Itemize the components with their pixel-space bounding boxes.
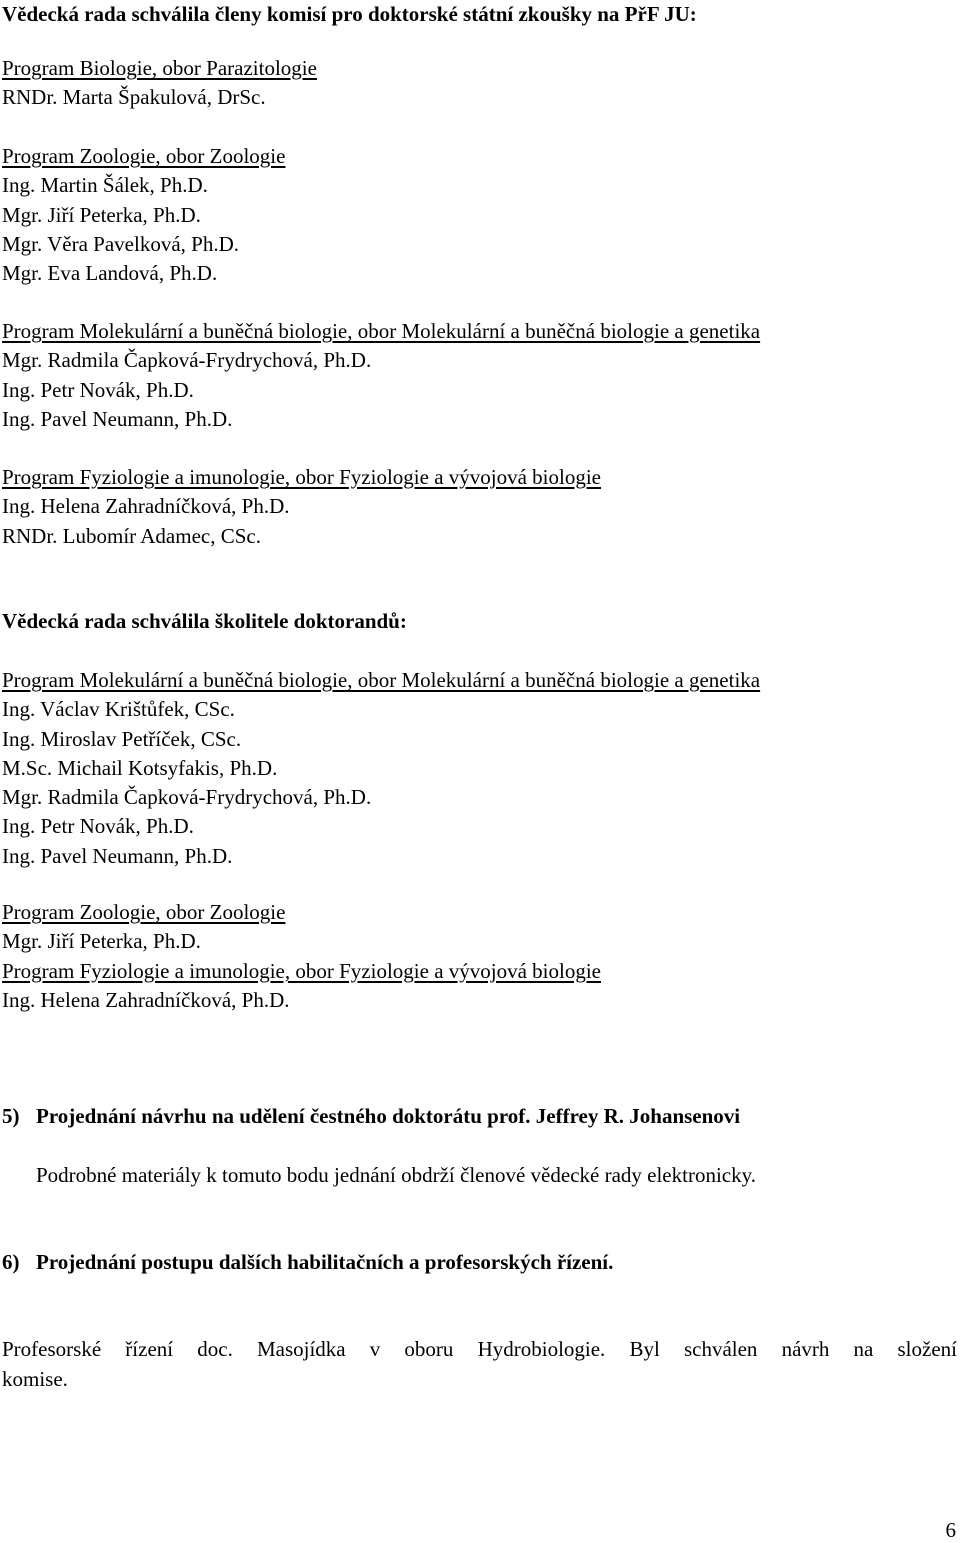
agenda-item-number: 5) (2, 1104, 20, 1128)
agenda-item-6-paragraph (2, 1335, 957, 1394)
member-name: Ing. Petr Novák, Ph.D. (2, 814, 194, 839)
agenda-item-number: 6) (2, 1250, 20, 1274)
member-name: Ing. Miroslav Petříček, CSc. (2, 726, 242, 751)
member-name: Ing. Pavel Neumann, Ph.D. (2, 843, 233, 868)
member-name: RNDr. Marta Špakulová, DrSc. (2, 85, 266, 110)
member-name: Ing. Pavel Neumann, Ph.D. (2, 406, 233, 431)
program-title: Program Biologie, obor Parazitologie (2, 56, 317, 80)
member-name: Mgr. Věra Pavelková, Ph.D. (2, 231, 239, 256)
member-name: Mgr. Radmila Čapková-Frydrychová, Ph.D. (2, 348, 372, 373)
committee-program-molekularni (2, 317, 760, 434)
agenda-item-title: Projednání postupu dalších habilitačních a profesorských řízení. (36, 1250, 614, 1274)
member-name: Ing. Helena Zahradníčková, Ph.D. (2, 494, 290, 519)
committees-heading: Vědecká rada schválila členy komisí pro doktorské státní zkoušky na PřF JU: (2, 2, 697, 26)
committee-program-fyziologie (2, 463, 601, 551)
member-name: Mgr. Jiří Peterka, Ph.D. (2, 929, 201, 954)
committee-program-zoologie (2, 142, 285, 288)
member-name: Mgr. Eva Landová, Ph.D. (2, 261, 218, 286)
paragraph-line: Profesorské řízení doc. Masojídka v oboru Hydrobiologie. Byl schválen návrh na složení (2, 1337, 957, 1361)
page-number: 6 (945, 1518, 956, 1542)
program-title: Program Molekulární a buněčná biologie, obor Molekulární a buněčná biologie a genetika (2, 319, 761, 343)
agenda-item-5-note: Podrobné materiály k tomuto bodu jednání obdrží členové vědecké rady elektronicky. (36, 1163, 756, 1187)
program-title: Program Zoologie, obor Zoologie (2, 144, 286, 168)
member-name: Ing. Helena Zahradníčková, Ph.D. (2, 987, 290, 1012)
program-title: Program Molekulární a buněčná biologie, obor Molekulární a buněčná biologie a genetika (2, 668, 761, 692)
member-name: Mgr. Jiří Peterka, Ph.D. (2, 202, 201, 227)
supervisor-program-molekularni (2, 666, 760, 871)
agenda-item-title: Projednání návrhu na udělení čestného doktorátu prof. Jeffrey R. Johansenovi (36, 1104, 741, 1128)
supervisor-program-zoologie-fyziologie (2, 898, 601, 1015)
supervisors-heading: Vědecká rada schválila školitele doktorandů: (2, 609, 407, 633)
agenda-item-5 (2, 1102, 740, 1131)
member-name: M.Sc. Michail Kotsyfakis, Ph.D. (2, 755, 278, 780)
member-name: Ing. Martin Šálek, Ph.D. (2, 173, 208, 198)
member-name: Ing. Petr Novák, Ph.D. (2, 377, 194, 402)
program-title: Program Zoologie, obor Zoologie (2, 900, 286, 924)
member-name: RNDr. Lubomír Adamec, CSc. (2, 523, 261, 548)
committee-program-biologie (2, 54, 317, 113)
agenda-item-6 (2, 1248, 613, 1277)
member-name: Ing. Václav Krištůfek, CSc. (2, 697, 235, 722)
member-name: Mgr. Radmila Čapková-Frydrychová, Ph.D. (2, 785, 372, 810)
paragraph-line: komise. (2, 1366, 68, 1391)
program-title: Program Fyziologie a imunologie, obor Fyziologie a vývojová biologie (2, 958, 601, 983)
program-title: Program Fyziologie a imunologie, obor Fyziologie a vývojová biologie (2, 465, 601, 489)
